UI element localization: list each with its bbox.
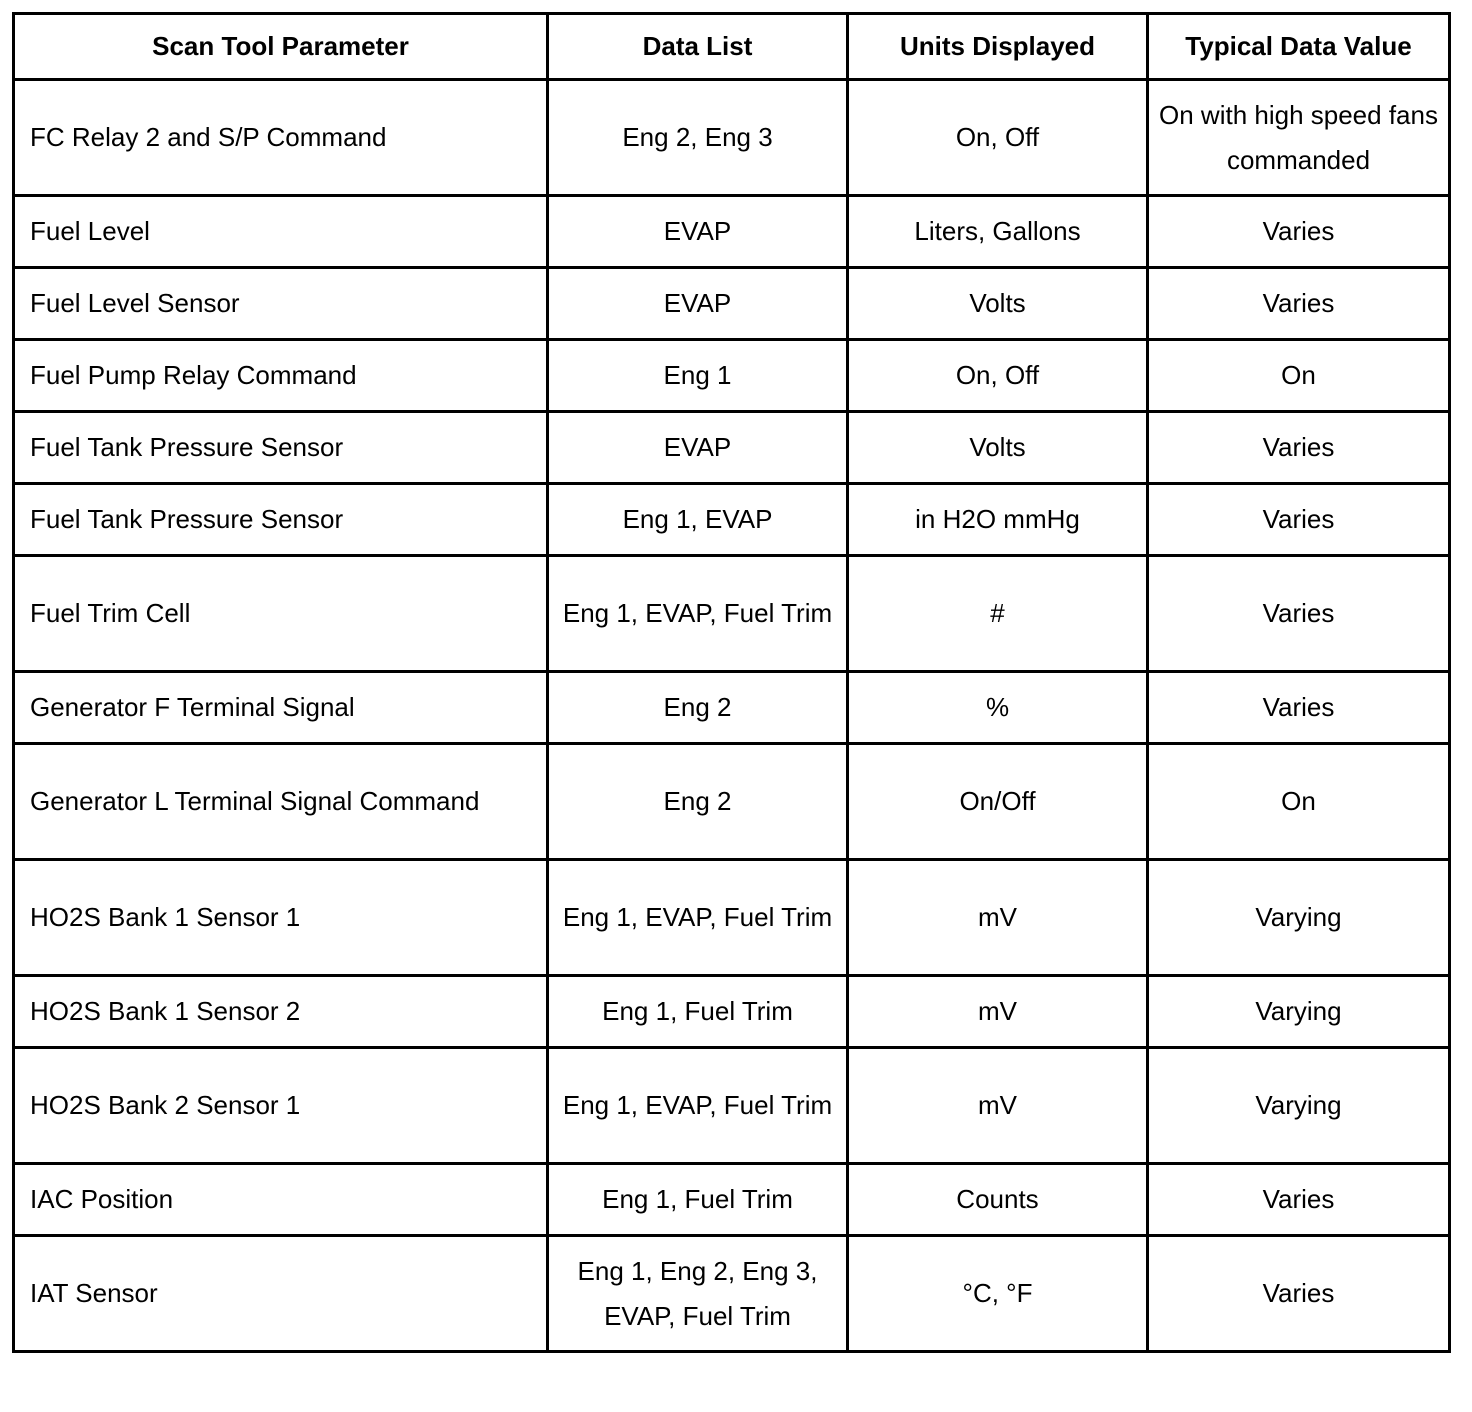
cell-typical-value: Varies [1148, 1164, 1450, 1236]
header-typical-data-value: Typical Data Value [1148, 14, 1450, 80]
cell-typical-value: Varies [1148, 268, 1450, 340]
table-row [14, 1048, 1450, 1164]
cell-typical-value: Varies [1148, 1236, 1450, 1352]
cell-parameter: Fuel Level [14, 196, 548, 268]
scan-tool-data-table-container [12, 12, 1448, 1353]
cell-units: On, Off [848, 80, 1148, 196]
cell-parameter: HO2S Bank 1 Sensor 2 [14, 976, 548, 1048]
cell-parameter: IAC Position [14, 1164, 548, 1236]
cell-typical-value: Varying [1148, 976, 1450, 1048]
cell-typical-value: Varies [1148, 484, 1450, 556]
cell-units: Volts [848, 412, 1148, 484]
table-row [14, 860, 1450, 976]
cell-data-list: Eng 1, Eng 2, Eng 3, EVAP, Fuel Trim [548, 1236, 848, 1352]
table-row [14, 976, 1450, 1048]
cell-units: On, Off [848, 340, 1148, 412]
cell-data-list: Eng 1, Fuel Trim [548, 1164, 848, 1236]
cell-parameter: Fuel Tank Pressure Sensor [14, 412, 548, 484]
cell-data-list: Eng 1, EVAP, Fuel Trim [548, 1048, 848, 1164]
cell-parameter: Generator L Terminal Signal Command [14, 744, 548, 860]
cell-typical-value: Varying [1148, 1048, 1450, 1164]
cell-units: mV [848, 1048, 1148, 1164]
cell-data-list: Eng 1, EVAP [548, 484, 848, 556]
cell-units: mV [848, 976, 1148, 1048]
cell-parameter: FC Relay 2 and S/P Command [14, 80, 548, 196]
cell-units: °C, °F [848, 1236, 1148, 1352]
table-row [14, 672, 1450, 744]
cell-parameter: HO2S Bank 1 Sensor 1 [14, 860, 548, 976]
cell-data-list: Eng 1, Fuel Trim [548, 976, 848, 1048]
cell-units: Liters, Gallons [848, 196, 1148, 268]
cell-parameter: Fuel Level Sensor [14, 268, 548, 340]
cell-units: On/Off [848, 744, 1148, 860]
cell-data-list: Eng 1 [548, 340, 848, 412]
cell-units: Volts [848, 268, 1148, 340]
cell-typical-value: Varies [1148, 556, 1450, 672]
cell-data-list: Eng 1, EVAP, Fuel Trim [548, 860, 848, 976]
cell-data-list: Eng 2, Eng 3 [548, 80, 848, 196]
cell-data-list: Eng 2 [548, 672, 848, 744]
table-row [14, 556, 1450, 672]
table-row [14, 268, 1450, 340]
cell-units: mV [848, 860, 1148, 976]
header-units-displayed: Units Displayed [848, 14, 1148, 80]
cell-typical-value: Varies [1148, 672, 1450, 744]
cell-data-list: EVAP [548, 412, 848, 484]
cell-units: in H2O mmHg [848, 484, 1148, 556]
table-row [14, 744, 1450, 860]
table-row [14, 412, 1450, 484]
table-row [14, 340, 1450, 412]
cell-parameter: Generator F Terminal Signal [14, 672, 548, 744]
cell-units: Counts [848, 1164, 1148, 1236]
cell-typical-value: On [1148, 744, 1450, 860]
table-row [14, 1236, 1450, 1352]
cell-parameter: Fuel Trim Cell [14, 556, 548, 672]
table-row [14, 196, 1450, 268]
scan-tool-data-table [12, 12, 1451, 1353]
cell-units: % [848, 672, 1148, 744]
cell-data-list: EVAP [548, 196, 848, 268]
cell-typical-value: Varies [1148, 196, 1450, 268]
cell-typical-value: On with high speed fans commanded [1148, 80, 1450, 196]
cell-parameter: HO2S Bank 2 Sensor 1 [14, 1048, 548, 1164]
header-data-list: Data List [548, 14, 848, 80]
table-row [14, 1164, 1450, 1236]
header-scan-tool-parameter: Scan Tool Parameter [14, 14, 548, 80]
table-header-row [14, 14, 1450, 80]
table-row [14, 484, 1450, 556]
cell-parameter: IAT Sensor [14, 1236, 548, 1352]
cell-parameter: Fuel Tank Pressure Sensor [14, 484, 548, 556]
cell-typical-value: Varying [1148, 860, 1450, 976]
table-row [14, 80, 1450, 196]
cell-units: # [848, 556, 1148, 672]
cell-data-list: EVAP [548, 268, 848, 340]
cell-typical-value: Varies [1148, 412, 1450, 484]
cell-parameter: Fuel Pump Relay Command [14, 340, 548, 412]
cell-data-list: Eng 1, EVAP, Fuel Trim [548, 556, 848, 672]
cell-typical-value: On [1148, 340, 1450, 412]
cell-data-list: Eng 2 [548, 744, 848, 860]
